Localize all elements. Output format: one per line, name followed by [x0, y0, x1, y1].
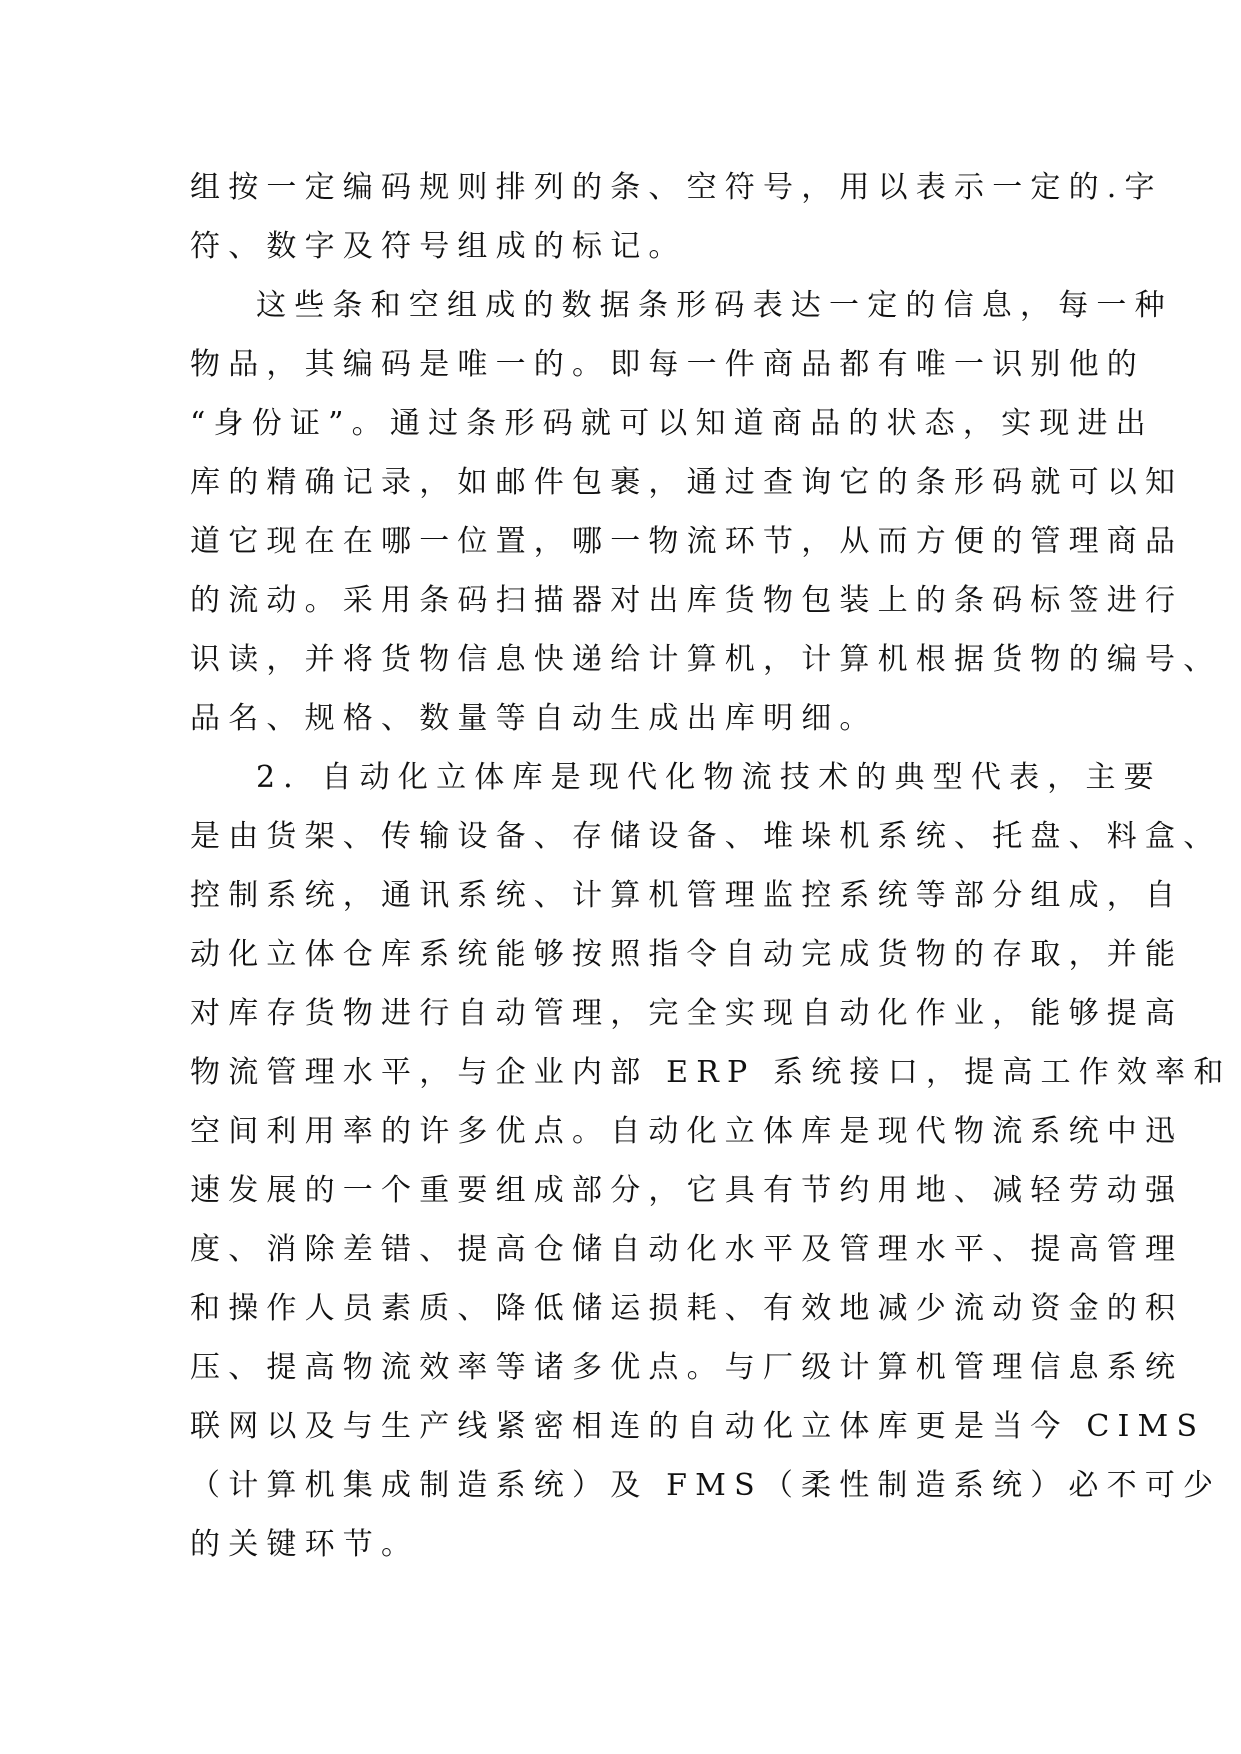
text-line: 联网以及与生产线紧密相连的自动化立体库更是当今 CIMS [190, 1409, 1206, 1444]
text-line: 品名、规格、数量等自动生成出库明细。 [190, 701, 878, 736]
text-line: 对库存货物进行自动管理，完全实现自动化作业，能够提高 [190, 996, 1184, 1031]
text-line: 空间利用率的许多优点。自动化立体库是现代物流系统中迅 [190, 1114, 1184, 1149]
text-line: 度、消除差错、提高仓储自动化水平及管理水平、提高管理 [190, 1232, 1184, 1267]
text-line: （计算机集成制造系统）及 FMS（柔性制造系统）必不可少 [190, 1468, 1222, 1503]
text-line: 压、提高物流效率等诸多优点。与厂级计算机管理信息系统 [190, 1350, 1184, 1385]
text-line: 的关键环节。 [190, 1527, 420, 1562]
text-line: 符、数字及符号组成的标记。 [190, 229, 687, 264]
text-line: 道它现在在哪一位置，哪一物流环节，从而方便的管理商品 [190, 524, 1184, 559]
text-line: “身份证”。通过条形码就可以知道商品的状态，实现进出 [190, 406, 1154, 441]
body-text [190, 158, 1232, 1574]
text-line: 速发展的一个重要组成部分，它具有节约用地、减轻劳动强 [190, 1173, 1184, 1208]
text-line: 是由货架、传输设备、存储设备、堆垛机系统、托盘、料盒、 [190, 819, 1222, 854]
paragraph-start-line: 这些条和空组成的数据条形码表达一定的信息，每一种 [256, 288, 1173, 323]
text-line: 识读，并将货物信息快递给计算机，计算机根据货物的编号、 [190, 642, 1222, 677]
paragraph-start-line: 2．自动化立体库是现代化物流技术的典型代表，主要 [256, 760, 1162, 795]
text-line: 的流动。采用条码扫描器对出库货物包装上的条码标签进行 [190, 583, 1184, 618]
text-line: 控制系统，通讯系统、计算机管理监控系统等部分组成，自 [190, 878, 1184, 913]
text-line: 和操作人员素质、降低储运损耗、有效地减少流动资金的积 [190, 1291, 1184, 1326]
text-line: 库的精确记录，如邮件包裹，通过查询它的条形码就可以知 [190, 465, 1184, 500]
text-line: 组按一定编码规则排列的条、空符号，用以表示一定的.字 [190, 170, 1163, 205]
text-line: 动化立体仓库系统能够按照指令自动完成货物的存取，并能 [190, 937, 1184, 972]
text-line: 物品，其编码是唯一的。即每一件商品都有唯一识别他的 [190, 347, 1145, 382]
text-line: 物流管理水平，与企业内部 ERP 系统接口，提高工作效率和 [190, 1055, 1232, 1090]
